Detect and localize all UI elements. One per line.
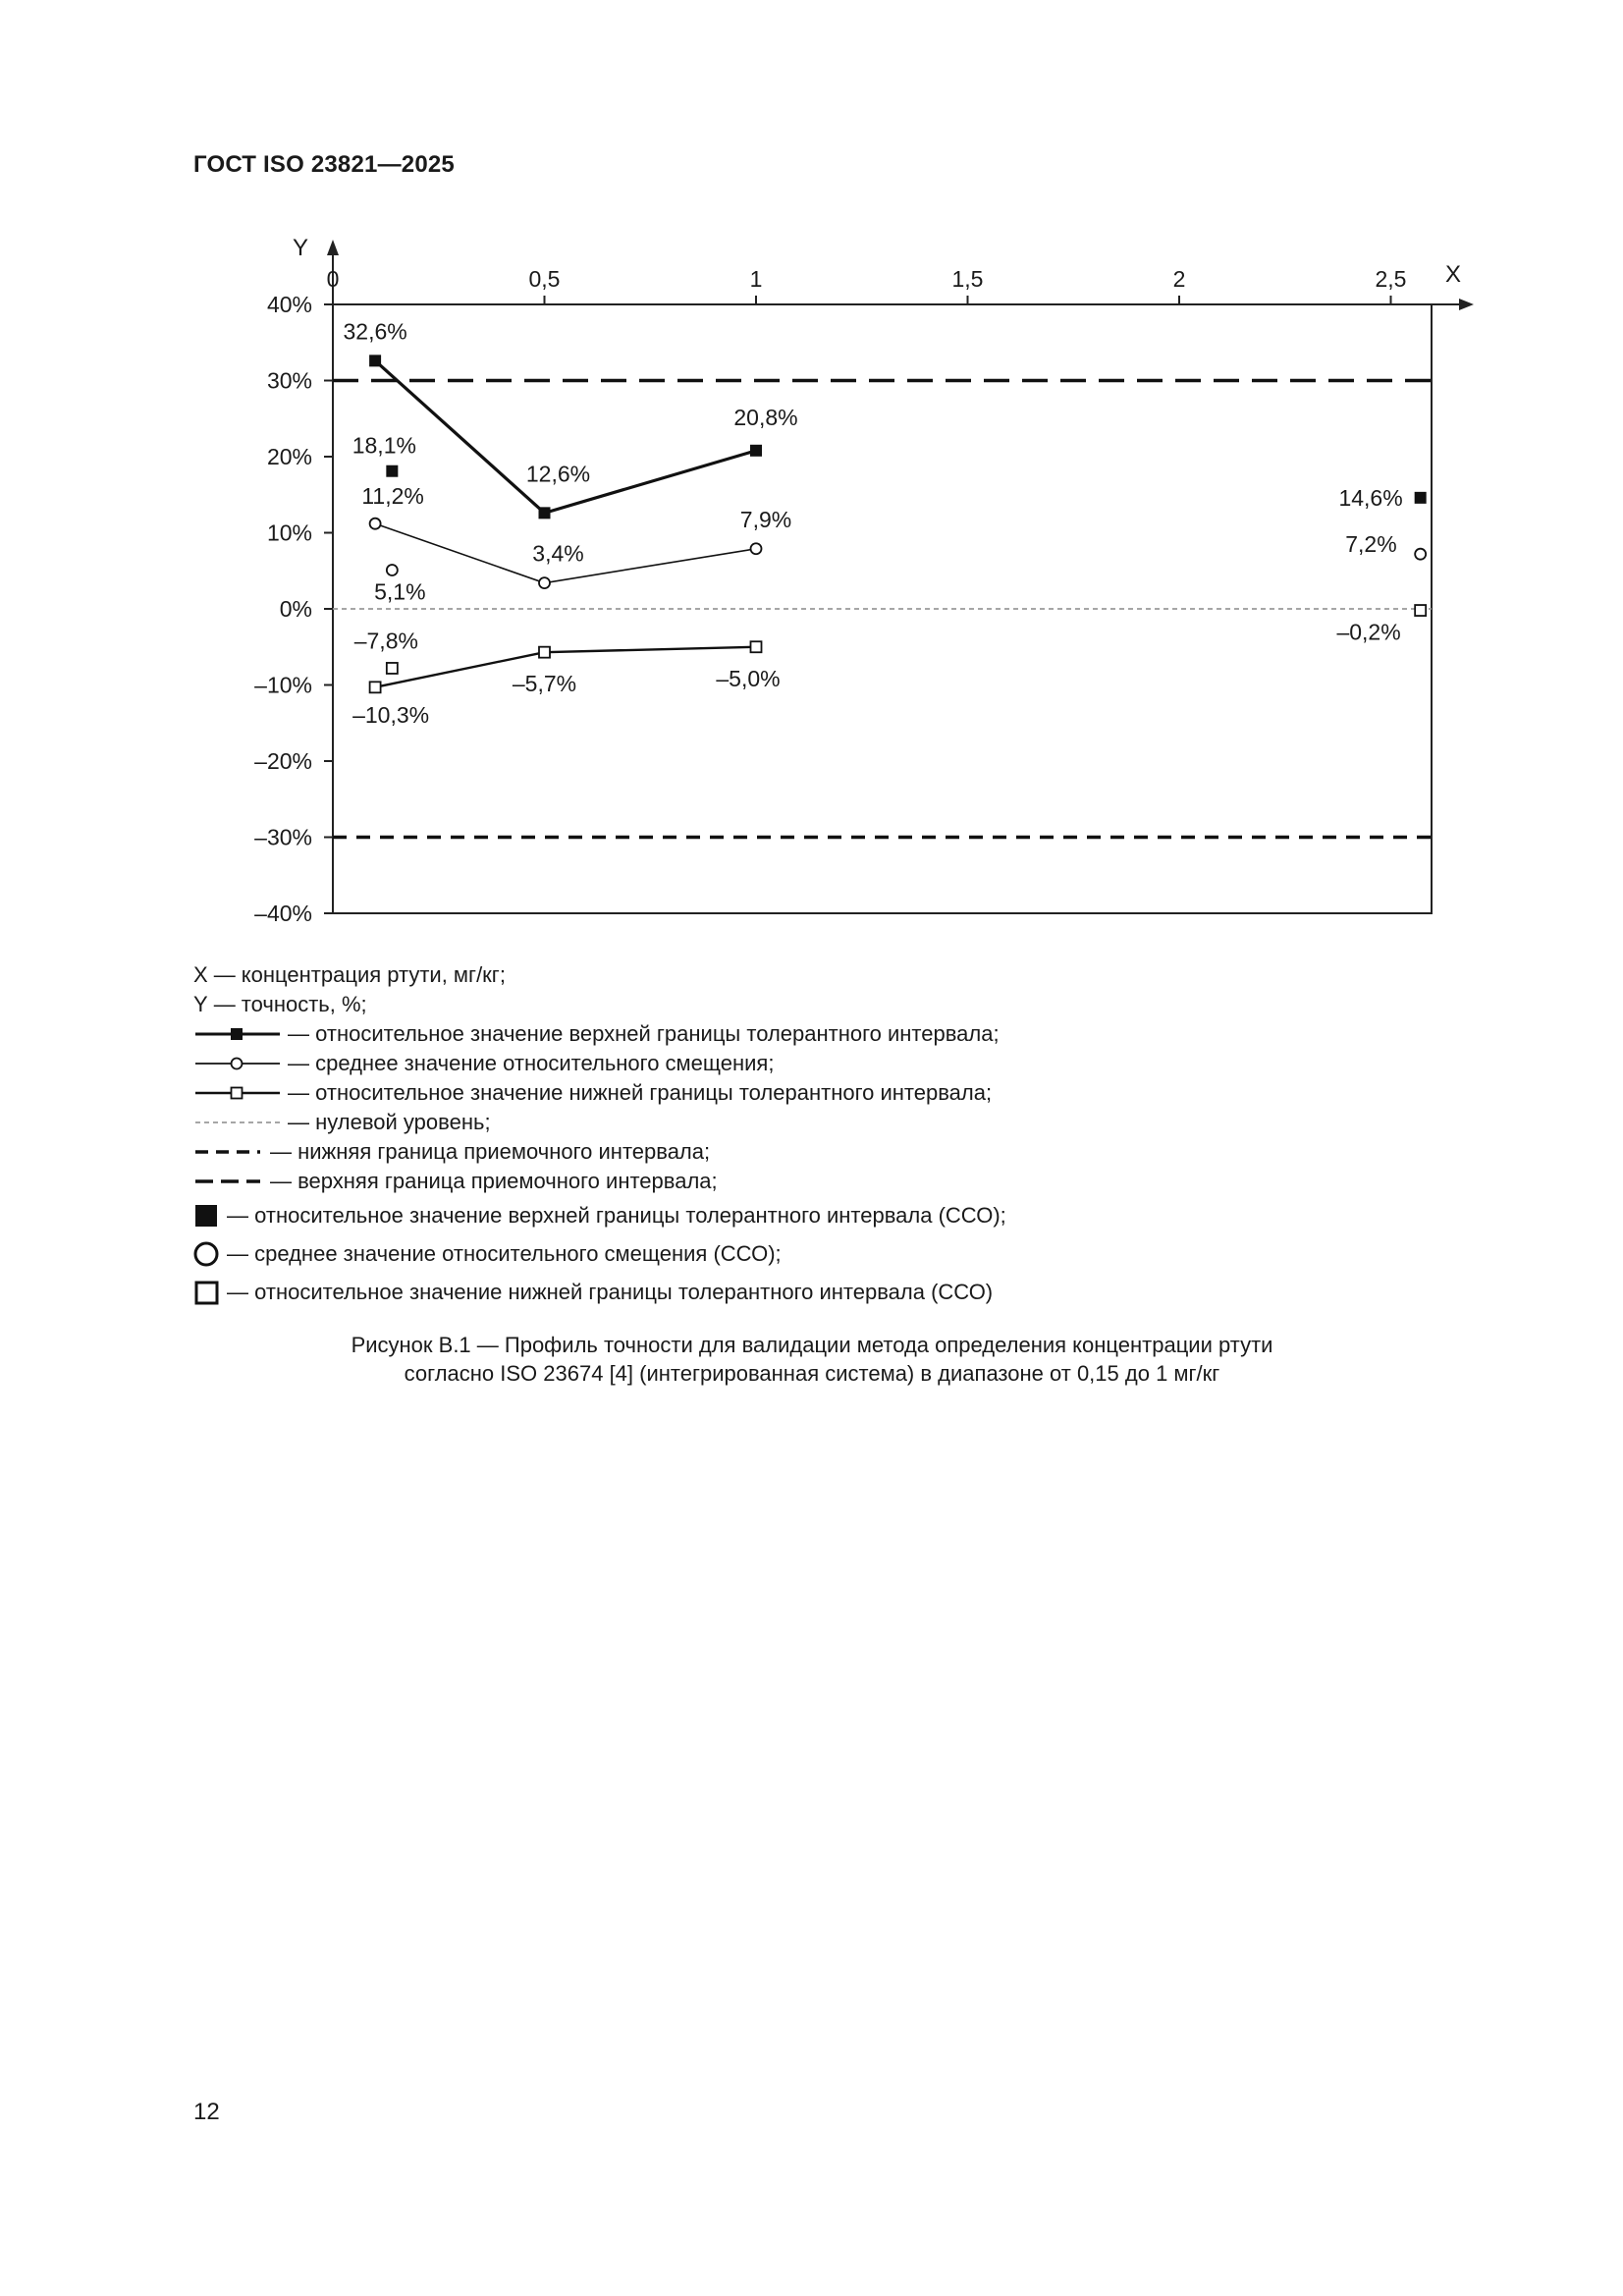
crm-point-crm-mean-2 bbox=[1415, 549, 1426, 560]
crm-point-crm-lower-2 bbox=[1415, 605, 1426, 616]
crm-point-crm-lower-1 bbox=[387, 663, 398, 674]
legend-item bbox=[193, 960, 1006, 990]
crm-label-crm-mean-2: 7,2% bbox=[1345, 531, 1397, 558]
legend-symbol-open-circle-big-icon bbox=[193, 1240, 221, 1268]
legend-symbol-filled-square-big-icon bbox=[193, 1202, 221, 1230]
legend-item-label: — относительное значение нижней границы толерантного интервала (ССО) bbox=[227, 1279, 994, 1304]
series-point-lower bbox=[370, 682, 381, 692]
x-tick-label: 1 bbox=[749, 266, 763, 292]
legend-item-prefix: Y bbox=[193, 992, 208, 1016]
legend-item bbox=[193, 1078, 1006, 1108]
y-tick-label: –40% bbox=[254, 901, 312, 926]
series-point-upper bbox=[539, 507, 551, 519]
legend-item-label: — нижняя граница приемочного интервала; bbox=[270, 1139, 711, 1164]
legend-symbol-long-dash-icon bbox=[193, 1172, 264, 1191]
y-axis-name: Y bbox=[292, 235, 309, 261]
legend-symbol-line-open-square-icon bbox=[193, 1083, 282, 1103]
y-tick-label: 20% bbox=[266, 444, 312, 469]
crm-point-crm-mean-1 bbox=[387, 565, 398, 575]
series-point-lower bbox=[751, 641, 762, 652]
legend-item bbox=[193, 1137, 1006, 1167]
legend-item-label: — нулевой уровень; bbox=[288, 1110, 491, 1134]
document-header: ГОСТ ISO 23821—2025 bbox=[193, 151, 455, 178]
legend-item bbox=[193, 1234, 1006, 1273]
y-tick-label: 10% bbox=[266, 519, 312, 546]
figure-caption-line-1: Рисунок B.1 — Профиль точности для валидации метода определения концентрации ртути bbox=[351, 1333, 1273, 1357]
y-tick-label: 30% bbox=[266, 367, 312, 394]
y-tick-label: 0% bbox=[279, 596, 312, 622]
x-axis-arrow-icon bbox=[1459, 299, 1474, 310]
data-label-upper: 20,8% bbox=[733, 404, 798, 430]
legend-symbol-short-dash-icon bbox=[193, 1142, 264, 1162]
data-label-lower: –10,3% bbox=[352, 701, 430, 728]
x-tick-label: 1,5 bbox=[951, 266, 984, 292]
legend-item bbox=[193, 1019, 1006, 1049]
crm-label-crm-lower-1: –7,8% bbox=[353, 628, 418, 654]
legend-item bbox=[193, 990, 1006, 1019]
y-tick-label: –20% bbox=[254, 748, 312, 774]
legend-item bbox=[193, 1273, 1006, 1311]
series-point-upper bbox=[369, 355, 381, 366]
legend-item bbox=[193, 1167, 1006, 1196]
y-axis-arrow-icon bbox=[327, 240, 339, 255]
x-axis-name: X bbox=[1444, 261, 1462, 288]
page-number: 12 bbox=[193, 2099, 220, 2125]
legend-item-prefix: X bbox=[193, 962, 208, 987]
legend-item-label: — относительное значение нижней границы толерантного интервала; bbox=[288, 1080, 993, 1105]
legend-item bbox=[193, 1196, 1006, 1234]
legend-item-label: — точность, %; bbox=[213, 992, 367, 1016]
legend-symbol-line-filled-square-icon bbox=[193, 1024, 282, 1044]
legend-item bbox=[193, 1108, 1006, 1137]
legend-item-label: — концентрация ртути, мг/кг; bbox=[213, 962, 506, 987]
crm-point-crm-upper-1 bbox=[386, 465, 398, 477]
crm-label-crm-mean-1: 5,1% bbox=[374, 578, 426, 605]
legend-item-label: — среднее значение относительного смещения (ССО); bbox=[227, 1240, 782, 1266]
legend-item-label: — верхняя граница приемочного интервала; bbox=[270, 1169, 718, 1193]
legend-item bbox=[193, 1049, 1006, 1078]
legend-item-label: — среднее значение относительного смещения; bbox=[288, 1051, 775, 1075]
figure-caption bbox=[193, 1331, 1431, 1388]
y-tick-label: –10% bbox=[254, 672, 312, 698]
data-label-lower: –5,0% bbox=[716, 665, 781, 691]
data-label-mean: 3,4% bbox=[532, 540, 584, 567]
data-label-lower: –5,7% bbox=[512, 671, 577, 697]
series-point-mean bbox=[370, 519, 381, 529]
series-point-upper bbox=[750, 445, 762, 457]
series-point-mean bbox=[751, 543, 762, 554]
crm-label-crm-lower-2: –0,2% bbox=[1336, 619, 1401, 645]
legend-item-label: — относительное значение верхней границы толерантного интервала; bbox=[288, 1021, 1000, 1046]
data-label-upper: 32,6% bbox=[343, 318, 407, 345]
legend-item-label: — относительное значение верхней границы толерантного интервала (ССО); bbox=[227, 1202, 1006, 1228]
x-tick-label: 0 bbox=[326, 266, 340, 292]
series-point-lower bbox=[539, 647, 550, 658]
crm-label-crm-upper-1: 18,1% bbox=[352, 432, 416, 459]
legend-symbol-dotted-gray-icon bbox=[193, 1113, 282, 1132]
x-tick-label: 0,5 bbox=[528, 266, 561, 292]
crm-label-crm-upper-2: 14,6% bbox=[1338, 484, 1403, 511]
legend-symbol-open-square-big-icon bbox=[193, 1279, 221, 1306]
data-label-upper: 12,6% bbox=[525, 461, 591, 487]
data-label-mean: 7,9% bbox=[739, 506, 792, 532]
accuracy-profile-chart bbox=[0, 0, 1623, 943]
y-tick-label: –30% bbox=[254, 824, 312, 850]
x-tick-label: 2 bbox=[1172, 266, 1186, 292]
chart-legend bbox=[193, 960, 1006, 1311]
figure-caption-line-2: согласно ISO 23674 [4] (интегрированная система) в диапазоне от 0,15 до 1 мг/кг bbox=[404, 1361, 1220, 1386]
crm-point-crm-upper-2 bbox=[1415, 492, 1427, 504]
series-point-mean bbox=[539, 577, 550, 588]
y-tick-label: 40% bbox=[266, 292, 312, 317]
data-label-mean: 11,2% bbox=[361, 483, 424, 510]
x-tick-label: 2,5 bbox=[1375, 266, 1407, 292]
legend-symbol-line-open-circle-icon bbox=[193, 1054, 282, 1073]
series-line-upper bbox=[375, 360, 756, 513]
